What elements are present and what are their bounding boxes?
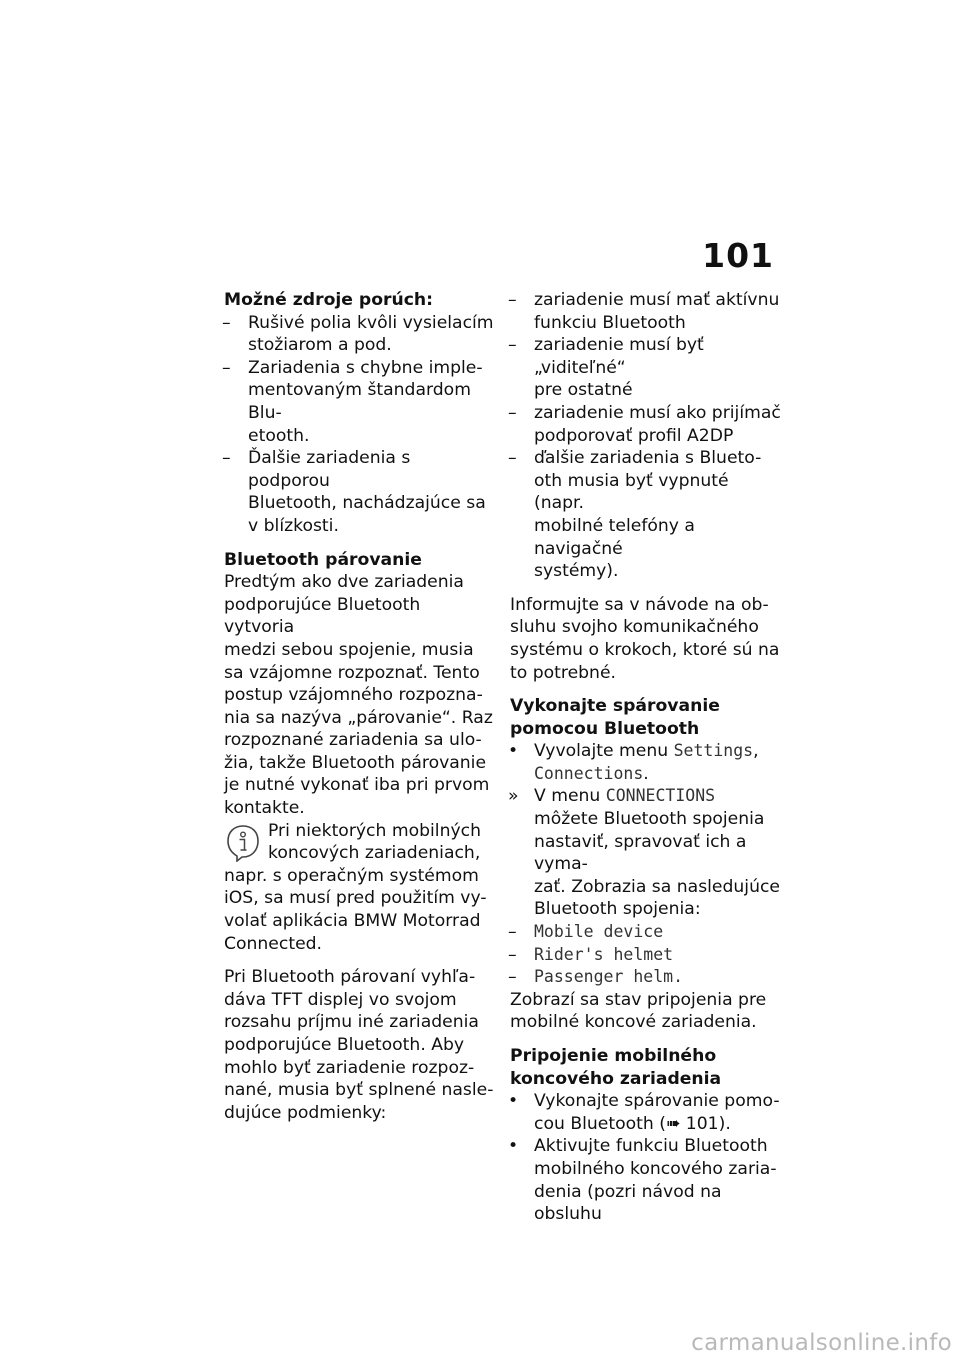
text-line [522,785,782,808]
list-item-condition-2 [510,334,782,402]
text-line: Zariadenia s chybne imple- [248,357,483,378]
bullet-marker: • [508,1136,519,1157]
text-line: nané, musia byť splnené nasle- [224,1080,494,1101]
list-item-cause-1 [224,312,494,357]
text-line: Predtým ako dve zariadenia [224,572,464,593]
paragraph-pairing-intro [224,571,494,820]
list-item-cause-3 [224,447,494,537]
dash-marker: – [222,312,231,333]
text-line: podporujúce Bluetooth vytvoria [224,594,421,638]
text-line: Bluetooth spojenia: [534,899,701,920]
text-line: volať aplikácia BMW Motorrad [224,911,481,932]
text-line: sa vzájomne rozpoznať. Tento [224,662,480,683]
text-line: denia (pozri návod na obsluhu [534,1181,722,1225]
text-line: systému o krokoch, ktoré sú na [510,639,780,660]
list-item-step-pairing [510,1090,782,1135]
list-item-cause-2 [224,357,494,447]
text-line: ďalšie zariadenia s Blueto- [534,448,762,469]
text-line: mentovaným štandardom Blu- [248,380,471,423]
dash-marker: – [508,402,517,423]
dash-marker: – [508,448,517,469]
text-line: môžete Bluetooth spojenia [534,809,765,830]
dash-marker: – [508,922,517,943]
separator: , [753,741,759,762]
text-line: rozpoznané zariadenia sa ulo- [224,730,482,751]
period: . [643,763,649,784]
info-icon [226,824,260,862]
heading-possible-causes: Možné zdroje porúch: [224,290,434,310]
result-marker: » [508,786,519,807]
text-line: podporujúce Bluetooth. Aby [224,1035,465,1055]
text-line: zať. Zobrazia sa nasledujúce [534,876,780,897]
paragraph-inform [510,594,782,684]
text-line: zariadenie musí ako prijímač [534,402,781,423]
bullet-marker: • [508,1091,519,1112]
dash-marker: – [508,944,517,965]
text-line: Vykonajte spárovanie pomo- [534,1091,780,1112]
text-line: sluhu svojho komunikačného [510,617,759,638]
text-line [522,1113,782,1136]
text-line: etooth. [248,425,310,446]
text-line: systémy). [534,561,619,582]
watermark: carmanualsonline.info [691,1330,952,1356]
step-text: Vyvolajte menu [534,741,674,762]
text-line: nastaviť, spravovať ich a vyma- [534,831,747,875]
heading-perform-pairing: Vykonajte spárovanie [510,696,720,717]
text-line: Pri niektorých mobilných [268,820,481,841]
text-line: stožiarom a pod. [248,335,392,356]
text-line: mobilné koncové zariadenia. [510,1012,757,1033]
dash-marker: – [508,967,517,988]
list-item-condition-1 [510,289,782,334]
list-item-connection-mobile [510,921,782,944]
text-line: podporovať profil A2DP [534,425,734,446]
paragraph-pairing-search [224,966,494,1124]
text-line: je nutné vykonať iba pri prvom [224,775,490,796]
text-line: postup vzájomného rozpozna- [224,685,483,706]
page-ref-link[interactable]: 101). [680,1113,731,1134]
text-line: Informujte sa v návode na ob- [510,594,769,615]
dash-marker: – [222,448,231,469]
page-ref-arrow-icon: ➠ [665,1113,681,1134]
dash-marker: – [508,335,517,356]
text-line: rozsahu príjmu iné zariadenia [224,1012,479,1033]
text-line: mohlo byť zariadenie rozpoz- [224,1057,475,1078]
text-line: Rušivé polia kvôli vysielacím [248,312,494,333]
text-line: mobilného koncového zaria- [534,1158,777,1179]
text-line: koncových zariadeniach, [268,843,481,864]
list-item-connection-passenger [510,966,782,989]
step-text: cou Bluetooth ( [534,1113,666,1134]
text-line [522,944,782,967]
list-item-step-activate [510,1135,782,1225]
menu-connections-caps: CONNECTIONS [605,786,716,806]
text-line: medzi sebou spojenie, musia [224,639,474,660]
text-line: kontakte. [224,798,305,819]
text-line: Aktivujte funkciu Bluetooth [534,1136,768,1157]
heading-perform-pairing-cont: pomocou Bluetooth [510,718,700,739]
text-line: v blízkosti. [248,515,339,536]
heading-connect-mobile-cont: koncového zariadenia [510,1068,722,1089]
text-line: to potrebné. [510,662,616,683]
connection-label: Passenger helm. [534,967,684,987]
text-line: oth musia byť vypnuté (napr. [534,470,729,514]
text-line: zariadenie musí mať aktívnu [534,290,780,310]
text-line [522,763,782,786]
bullet-marker: • [508,741,519,762]
dash-marker: – [222,357,231,378]
list-item-connection-rider [510,944,782,967]
heading-bluetooth-pairing: Bluetooth párovanie [224,549,422,570]
text-line: Bluetooth, nachádzajúce sa [248,493,486,514]
text-line [522,921,782,944]
dash-marker: – [508,290,517,310]
step-text: V menu [534,786,606,807]
text-line: mobilné telefóny a navigačné [534,515,695,559]
menu-settings: Settings [673,741,754,761]
page-number: 101 [702,236,774,275]
connection-label: Mobile device [534,922,664,942]
info-note [224,820,494,956]
text-line [522,740,782,763]
text-line: napr. s operačným systémom [224,865,479,886]
list-item-result-menu [510,785,782,921]
text-line: dáva TFT displej vo svojom [224,989,457,1010]
text-line: pre ostatné [534,380,633,401]
heading-connect-mobile: Pripojenie mobilného [510,1046,717,1066]
right-column [510,289,782,1226]
text-line: funkciu Bluetooth [534,312,686,333]
text-line: nia sa nazýva „párovanie“. Raz [224,707,493,728]
list-item-condition-4 [510,447,782,583]
text-line [522,966,782,989]
connection-label: Rider's helmet [534,944,674,964]
left-column [224,289,494,1124]
text-line: zariadenie musí byť „viditeľné“ [534,335,704,378]
text-line: iOS, sa musí pred použitím vy- [224,888,487,909]
text-line: Ďalšie zariadenia s podporou [248,448,411,491]
text-line: Pri Bluetooth párovaní vyhľa- [224,967,476,988]
text-line: Zobrazí sa stav pripojenia pre [510,989,767,1010]
text-line: dujúce podmienky: [224,1102,387,1123]
list-item-condition-3 [510,402,782,447]
list-item-step-open-menu [510,740,782,785]
text-line: Connected. [224,933,323,954]
menu-connections: Connections [534,763,644,783]
text-line: žia, takže Bluetooth párovanie [224,752,487,773]
